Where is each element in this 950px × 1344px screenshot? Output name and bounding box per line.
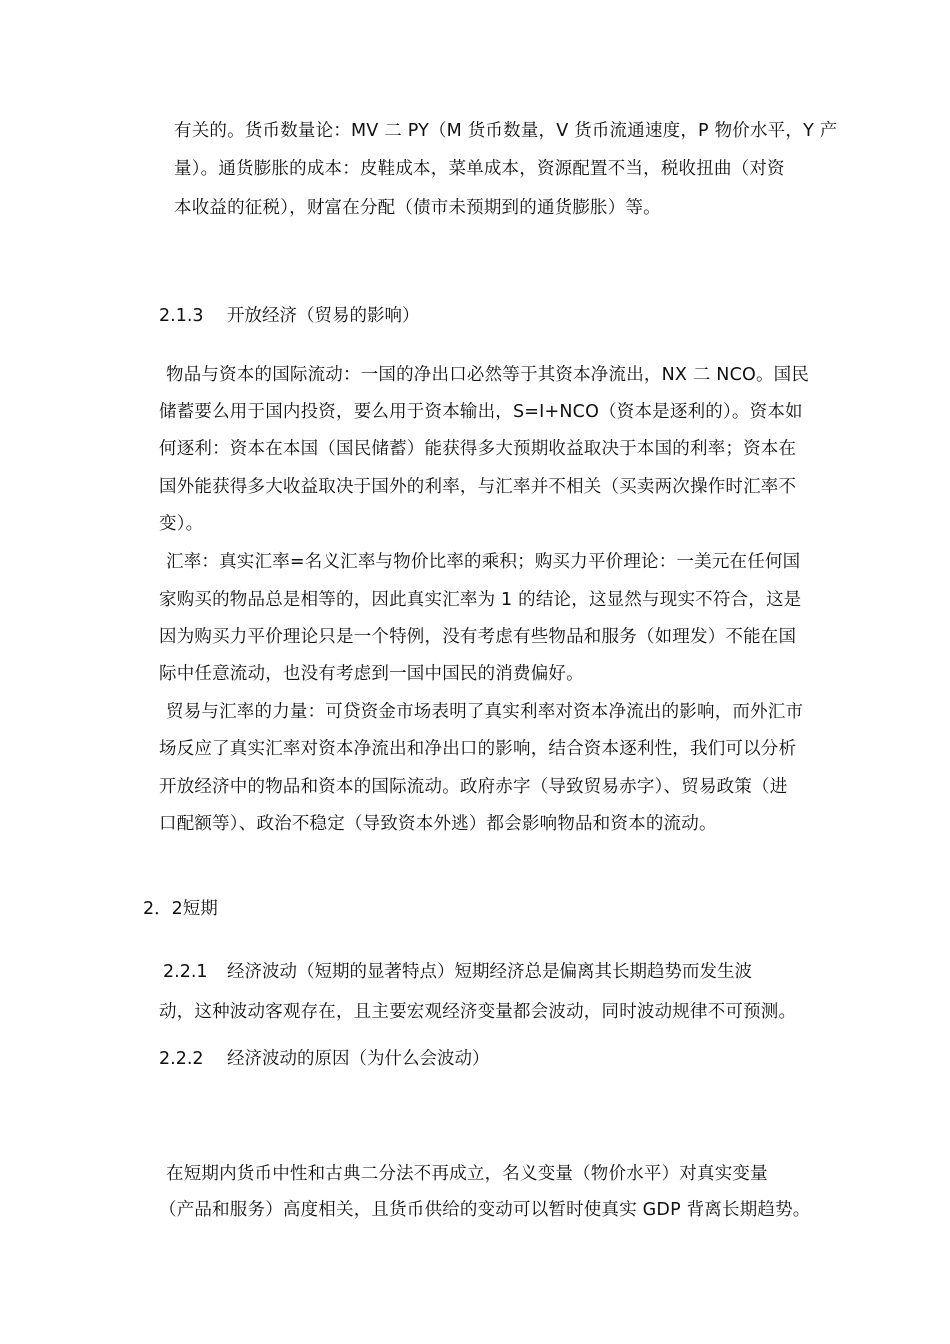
section-number: 2.1.3 xyxy=(159,306,204,326)
paragraph-line: 国外能获得多大收益取决于国外的利率，与汇率并不相关（买卖两次操作时汇率不 xyxy=(159,477,797,497)
paragraph-line: 口配额等）、政治不稳定（导致资本外逃）都会影响物品和资本的流动。 xyxy=(159,814,717,834)
section-heading-2-2: 2．2短期 xyxy=(143,899,218,919)
section-heading-2-1-3 xyxy=(159,304,420,328)
section-title: 经济波动（短期的显著特点）短期经济总是偏离其长期趋势而发生波 xyxy=(227,962,752,982)
paragraph-line: 本收益的征税），财富在分配（债市未预期到的通货膨胀）等。 xyxy=(174,198,661,218)
paragraph-line: 量）。通货膨胀的成本：皮鞋成本，菜单成本，资源配置不当，税收扭曲（对资 xyxy=(174,159,785,179)
paragraph-line: 在短期内货币中性和古典二分法不再成立，名义变量（物价水平）对真实变量 xyxy=(166,1164,768,1184)
paragraph-line: 开放经济中的物品和资本的国际流动。政府赤字（导致贸易赤字）、贸易政策（进 xyxy=(159,777,788,797)
paragraph-line: （产品和服务）高度相关，且货币供给的变动可以暂时使真实 GDP 背离长期趋势。 xyxy=(159,1200,811,1220)
paragraph-line: 汇率：真实汇率=名义汇率与物价比率的乘积；购买力平价理论：一美元在任何国 xyxy=(166,552,801,572)
paragraph-line: 动，这种波动客观存在，且主要宏观经济变量都会波动，同时波动规律不可预测。 xyxy=(159,1002,797,1022)
paragraph-line: 储蓄要么用于国内投资，要么用于资本输出，S=I+NCO（资本是逐利的）。资本如 xyxy=(159,402,803,422)
paragraph-line: 场反应了真实汇率对资本净流出和净出口的影响，结合资本逐利性，我们可以分析 xyxy=(159,739,797,759)
section-number: 2.2.2 xyxy=(159,1049,204,1069)
paragraph-line: 变）。 xyxy=(159,514,204,534)
paragraph-line: 有关的。货币数量论：MV 二 PY（M 货币数量，V 货币流通速度，P 物价水平，Y 产 xyxy=(174,121,838,141)
paragraph-line: 因为购买力平价理论只是一个特例，没有考虑有些物品和服务（如理发）不能在国 xyxy=(159,627,797,647)
section-heading-2-2-2 xyxy=(159,1047,490,1071)
paragraph-line: 物品与资本的国际流动：一国的净出口必然等于其资本净流出，NX 二 NCO。国民 xyxy=(166,365,810,385)
paragraph-line: 际中任意流动，也没有考虑到一国中国民的消费偏好。 xyxy=(159,664,584,684)
paragraph-line: 家购买的物品总是相等的，因此真实汇率为 1 的结论，这显然与现实不符合，这是 xyxy=(159,590,802,610)
section-heading-2-2-1 xyxy=(163,960,752,984)
section-title: 经济波动的原因（为什么会波动） xyxy=(227,1049,490,1069)
paragraph-line: 何逐利：资本在本国（国民储蓄）能获得多大预期收益取决于本国的利率；资本在 xyxy=(159,439,797,459)
section-number: 2.2.1 xyxy=(163,962,208,982)
section-title: 开放经济（贸易的影响） xyxy=(227,306,420,326)
paragraph-line: 贸易与汇率的力量：可贷资金市场表明了真实利率对资本净流出的影响，而外汇市 xyxy=(166,702,804,722)
